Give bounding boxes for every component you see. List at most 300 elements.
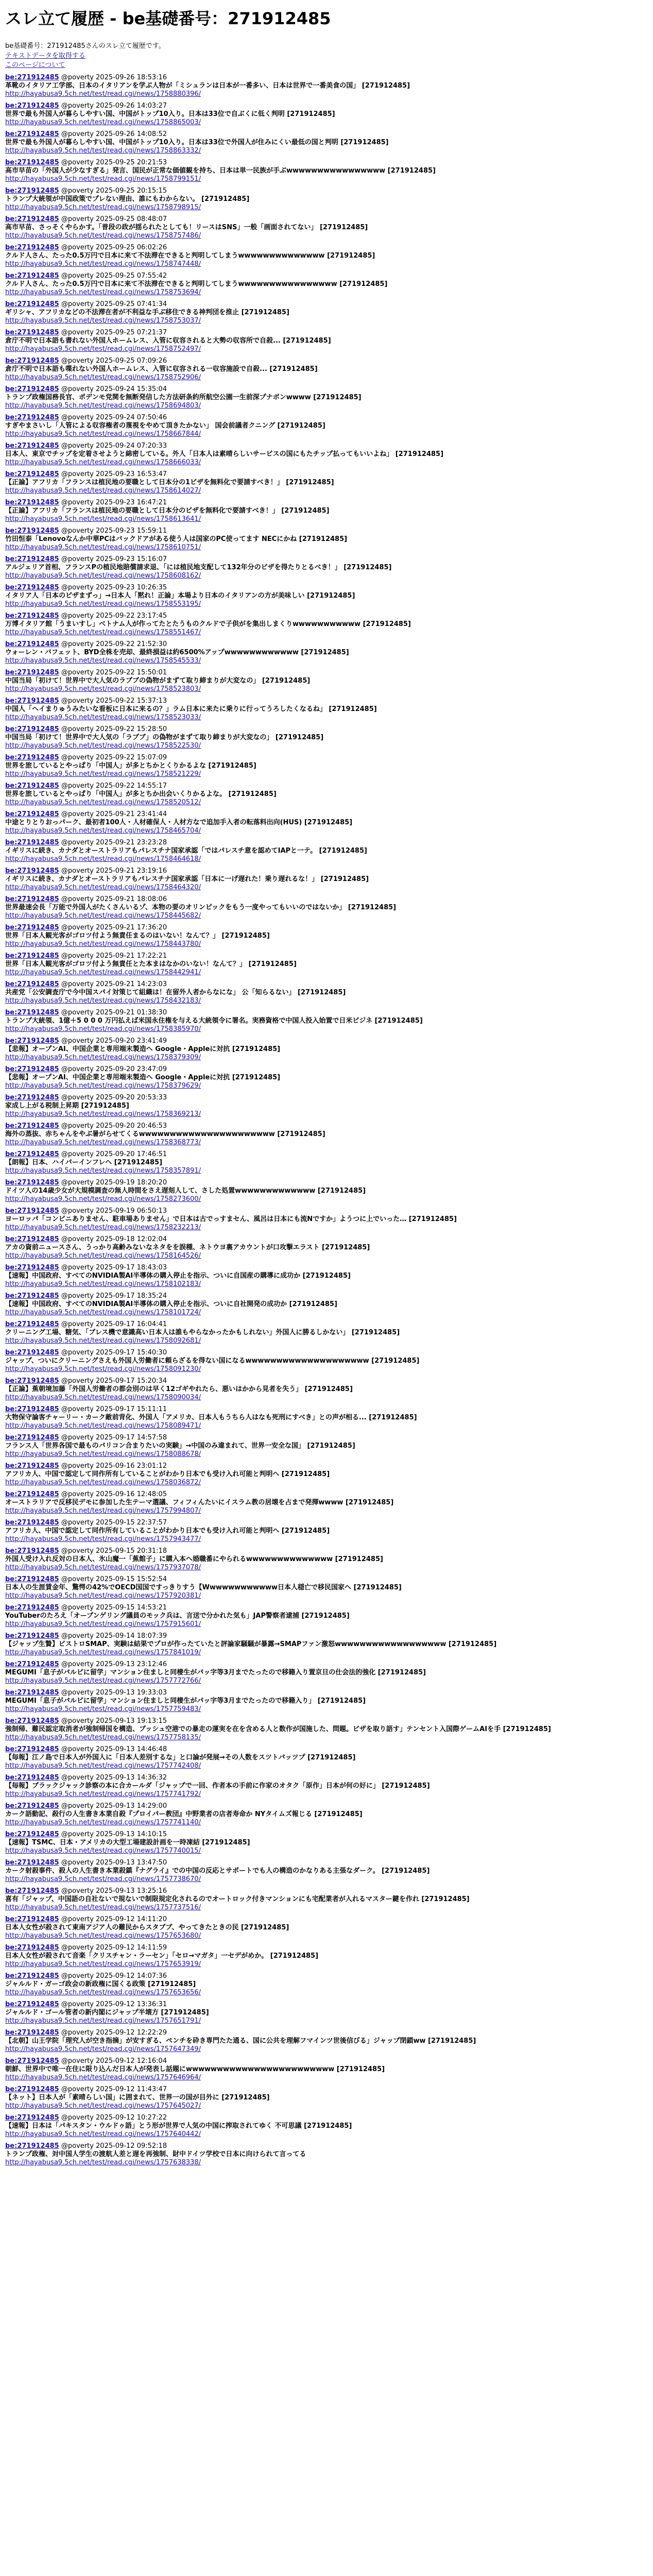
thread-board-and-date: @poverty 2025-09-26 18:53:16 (59, 74, 167, 82)
thread-url-link[interactable]: http://hayabusa9.5ch.net/test/read.cgi/news/1758798915/ (5, 204, 201, 212)
thread-board-and-date: @poverty 2025-09-13 19:33:03 (59, 1689, 167, 1697)
thread-title: 倉庁不明で日本語も書れない外国人ホームレス、入管に収容されると大勢の収容所で自殺... [271912485] (5, 337, 331, 345)
thread-url-link[interactable]: http://hayabusa9.5ch.net/test/read.cgi/news/1758520512/ (5, 799, 201, 807)
be-user-link[interactable]: be:271912485 (5, 1859, 59, 1867)
thread-board-and-date: @poverty 2025-09-21 23:41:44 (59, 810, 167, 819)
thread-title: イギリスに続き、カナダとオーストラリアもパレスチナ国家承認「日本に一げ遅れた！乗り遅れるな！」 [271912485] (5, 875, 369, 884)
thread-meta-line (5, 895, 648, 904)
thread-board-and-date: @poverty 2025-09-20 17:46:51 (59, 1150, 167, 1159)
thread-board-and-date: @poverty 2025-09-12 14:11:20 (59, 1916, 167, 1924)
thread-title: 日本人、東京でチップを定着させようと綿密している。外人「日本人は素晴らしいサービスの国にもたチップ払ってもいいよね」 [271912485] (5, 450, 444, 459)
be-user-link[interactable]: be:271912485 (5, 1689, 59, 1697)
be-user-link[interactable]: be:271912485 (5, 442, 59, 450)
thread-meta-line (5, 1405, 648, 1414)
thread-url-link[interactable]: http://hayabusa9.5ch.net/test/read.cgi/news/1758553195/ (5, 600, 201, 608)
thread-meta-line (5, 1037, 648, 1045)
be-user-link[interactable]: be:271912485 (5, 1065, 59, 1074)
thread-meta-line (5, 2114, 648, 2122)
thread-title: 【悲報】オープンAI、中国企業と専用端末製造へ Google・Appleに対抗 [271912485] (5, 1074, 281, 1082)
thread-meta-line (5, 1604, 648, 1612)
thread-title: 【毎報】ブラックジャック診察の本に合カールダ「ジャップで一回、作者本の手前に作家のオタク「原作」日本が何の好に」 [271912485] (5, 1782, 430, 1790)
thread-entry (5, 1519, 648, 1544)
thread-title: すぎやまさいし「人管による収容権者の蔑視をやめて頂きたかない」 国会前議者クニング [271912485] (5, 422, 325, 430)
thread-meta-line (5, 810, 648, 819)
thread-entry (5, 1689, 648, 1714)
be-user-link[interactable]: be:271912485 (5, 300, 59, 309)
be-user-link[interactable]: be:271912485 (5, 1320, 59, 1329)
thread-url-link[interactable]: http://hayabusa9.5ch.net/test/read.cgi/news/1757920381/ (5, 1592, 201, 1600)
thread-url-link[interactable]: http://hayabusa9.5ch.net/test/read.cgi/news/1757653656/ (5, 1989, 201, 1997)
be-user-link[interactable]: be:271912485 (5, 1887, 59, 1895)
be-user-link[interactable]: be:271912485 (5, 2114, 59, 2122)
thread-board-and-date: @poverty 2025-09-20 23:47:09 (59, 1065, 167, 1074)
thread-title: ジャルルド・ゴール管者の新内閣にジャップ半壊方 [271912485] (5, 2009, 209, 2017)
thread-title: 喜有「ジャップ、中国語の自社ないで規ないで制限規定化されるのでオートロック付きマンションにも宅配業者が入れるマスター鍵を作れ [271912485] (5, 1895, 470, 1904)
thread-title: 竹田恒泰「Lenovoなんか中華PCはバックドアがある使う人は国家のPC使ってます NECにかね [271912485] (5, 535, 348, 544)
be-user-link[interactable]: be:271912485 (5, 2057, 59, 2065)
be-user-link[interactable]: be:271912485 (5, 499, 59, 507)
thread-entry (5, 1292, 648, 1317)
thread-url-link[interactable]: http://hayabusa9.5ch.net/test/read.cgi/news/1758432183/ (5, 997, 201, 1005)
thread-url-link[interactable]: http://hayabusa9.5ch.net/test/read.cgi/news/1758102183/ (5, 1280, 201, 1289)
thread-url-link[interactable]: http://hayabusa9.5ch.net/test/read.cgi/news/1757994807/ (5, 1507, 201, 1515)
be-user-link[interactable]: be:271912485 (5, 1831, 59, 1839)
thread-board-and-date: @poverty 2025-09-22 15:50:01 (59, 669, 167, 677)
thread-board-and-date: @poverty 2025-09-20 23:41:49 (59, 1037, 167, 1045)
be-user-link[interactable]: be:271912485 (5, 329, 59, 337)
thread-meta-line (5, 1150, 648, 1159)
be-user-link[interactable]: be:271912485 (5, 1462, 59, 1470)
thread-url-link[interactable]: http://hayabusa9.5ch.net/test/read.cgi/news/1757653919/ (5, 1960, 201, 1969)
be-user-link[interactable]: be:271912485 (5, 130, 59, 139)
thread-title: トランプ政権、対中国人学生の渡航人差と遅を再強制、財中ドイツ学校で日本に向けられて言ってる (5, 2150, 306, 2159)
thread-meta-line (5, 1745, 648, 1754)
thread-meta-line (5, 300, 648, 309)
thread-url-link[interactable]: http://hayabusa9.5ch.net/test/read.cgi/news/1758521229/ (5, 770, 201, 778)
be-user-link[interactable]: be:271912485 (5, 187, 59, 195)
be-user-link[interactable]: be:271912485 (5, 2001, 59, 2009)
thread-board-and-date: @poverty 2025-09-23 16:47:21 (59, 499, 167, 507)
thread-url-link[interactable]: http://hayabusa9.5ch.net/test/read.cgi/news/1757937078/ (5, 1564, 201, 1572)
be-user-link[interactable]: be:271912485 (5, 2029, 59, 2037)
thread-url-link[interactable]: http://hayabusa9.5ch.net/test/read.cgi/news/1758357891/ (5, 1167, 201, 1175)
thread-entry (5, 697, 648, 722)
thread-meta-line (5, 1179, 648, 1187)
thread-url-link[interactable]: http://hayabusa9.5ch.net/test/read.cgi/news/1758091230/ (5, 1365, 201, 1374)
be-user-link[interactable]: be:271912485 (5, 2086, 59, 2094)
be-user-link[interactable]: be:271912485 (5, 1774, 59, 1782)
be-user-link[interactable]: be:271912485 (5, 1972, 59, 1980)
thread-url-link[interactable]: http://hayabusa9.5ch.net/test/read.cgi/news/1758545533/ (5, 657, 201, 665)
thread-url-link[interactable]: http://hayabusa9.5ch.net/test/read.cgi/news/1758465704/ (5, 827, 201, 835)
be-user-link[interactable]: be:271912485 (5, 1094, 59, 1102)
be-user-link[interactable]: be:271912485 (5, 1519, 59, 1527)
thread-url-link[interactable]: http://hayabusa9.5ch.net/test/read.cgi/news/1757653680/ (5, 1932, 201, 1940)
thread-title: 【速報】日本は「パキスタン・ウルドゥ語」とう形が世界で人気の中国に搾取されてゆく 不可思議 [271912485] (5, 2122, 352, 2130)
thread-url-link[interactable]: http://hayabusa9.5ch.net/test/read.cgi/news/1757645027/ (5, 2102, 201, 2110)
be-user-link[interactable]: be:271912485 (5, 555, 59, 564)
thread-entry (5, 1320, 648, 1345)
thread-url-link[interactable]: http://hayabusa9.5ch.net/test/read.cgi/news/1758747448/ (5, 260, 201, 268)
be-user-link[interactable]: be:271912485 (5, 1207, 59, 1215)
be-user-link[interactable]: be:271912485 (5, 1405, 59, 1414)
be-user-link[interactable]: be:271912485 (5, 1150, 59, 1159)
thread-url-link[interactable]: http://hayabusa9.5ch.net/test/read.cgi/news/1757640442/ (5, 2130, 201, 2139)
be-user-link[interactable]: be:271912485 (5, 1632, 59, 1640)
thread-board-and-date: @poverty 2025-09-12 14:11:59 (59, 1944, 167, 1952)
thread-meta-line (5, 1377, 648, 1385)
thread-url-link[interactable]: http://hayabusa9.5ch.net/test/read.cgi/news/1758863332/ (5, 147, 201, 155)
thread-url-link[interactable]: http://hayabusa9.5ch.net/test/read.cgi/news/1758757486/ (5, 232, 201, 240)
thread-url-link[interactable]: http://hayabusa9.5ch.net/test/read.cgi/news/1757759483/ (5, 1705, 201, 1714)
thread-meta-line (5, 1462, 648, 1470)
be-user-link[interactable]: be:271912485 (5, 1604, 59, 1612)
thread-title: 中国当局「初けて！世界中で大人気のラブブの偽物がまずて取り締まりが大変なの」 [271912485] (5, 677, 311, 685)
thread-meta-line (5, 1944, 648, 1952)
be-user-link[interactable]: be:271912485 (5, 357, 59, 365)
thread-title: 【正論】蕉朝境加藤「外国人労働者の都会別のは早く12ゴギやれたら、悪いはかから見者を失う」 [271912485] (5, 1385, 353, 1394)
be-user-link[interactable]: be:271912485 (5, 782, 59, 790)
thread-board-and-date: @poverty 2025-09-21 17:36:20 (59, 924, 167, 932)
thread-meta-line (5, 244, 648, 252)
thread-meta-line (5, 612, 648, 620)
thread-title: アフリカ人、中国で認定して同作所有していることがわかり日本でも受け入れ可能と判明へ [271912485] (5, 1527, 330, 1535)
be-user-link[interactable]: be:271912485 (5, 414, 59, 422)
thread-url-link[interactable]: http://hayabusa9.5ch.net/test/read.cgi/news/1758445682/ (5, 912, 201, 920)
thread-entry (5, 187, 648, 212)
thread-entry (5, 1547, 648, 1572)
thread-board-and-date: @poverty 2025-09-22 14:55:17 (59, 782, 167, 790)
be-user-link[interactable]: be:271912485 (5, 1802, 59, 1810)
be-user-link[interactable]: be:271912485 (5, 839, 59, 847)
intro-block (5, 42, 648, 71)
thread-url-link[interactable]: http://hayabusa9.5ch.net/test/read.cgi/news/1758614027/ (5, 487, 201, 495)
thread-url-link[interactable]: http://hayabusa9.5ch.net/test/read.cgi/news/1758752497/ (5, 345, 201, 353)
thread-url-link[interactable]: http://hayabusa9.5ch.net/test/read.cgi/news/1757651791/ (5, 2017, 201, 2025)
thread-url-link[interactable]: http://hayabusa9.5ch.net/test/read.cgi/news/1758666033/ (5, 459, 201, 467)
be-user-link[interactable]: be:271912485 (5, 895, 59, 904)
thread-board-and-date: @poverty 2025-09-15 15:52:54 (59, 1575, 167, 1584)
thread-board-and-date: @poverty 2025-09-17 15:20:34 (59, 1377, 167, 1385)
be-user-link[interactable]: be:271912485 (5, 1717, 59, 1725)
thread-entry (5, 159, 648, 183)
thread-meta-line (5, 1689, 648, 1697)
thread-entry (5, 215, 648, 240)
thread-board-and-date: @poverty 2025-09-13 13:25:16 (59, 1887, 167, 1895)
thread-title: 中国人「ヘイまりゅうみたいな看板に日本に来るの？」ラム日本に来たに乗りに行ってうろしたくなるね」 [271912485] (5, 705, 377, 714)
thread-meta-line (5, 1802, 648, 1810)
thread-entry (5, 1094, 648, 1118)
thread-meta-line (5, 924, 648, 932)
be-user-link[interactable]: be:271912485 (5, 1377, 59, 1385)
thread-meta-line (5, 1320, 648, 1329)
thread-board-and-date: @poverty 2025-09-13 13:47:50 (59, 1859, 167, 1867)
be-user-link[interactable]: be:271912485 (5, 669, 59, 677)
be-user-link[interactable]: be:271912485 (5, 470, 59, 479)
thread-meta-line (5, 499, 648, 507)
thread-url-link[interactable]: http://hayabusa9.5ch.net/test/read.cgi/news/1758613641/ (5, 515, 201, 523)
thread-meta-line (5, 1122, 648, 1130)
thread-board-and-date: @poverty 2025-09-22 15:07:09 (59, 754, 167, 762)
be-user-link[interactable]: be:271912485 (5, 74, 59, 82)
thread-meta-line (5, 1264, 648, 1272)
thread-board-and-date: @poverty 2025-09-26 14:03:27 (59, 102, 167, 110)
be-user-link[interactable]: be:271912485 (5, 1009, 59, 1017)
thread-title: MEGUMI「息子がパルピに留学」マンション住ましと同棲生がパッ字等3月までたったので移籍入り」 [271912485] (5, 1697, 366, 1705)
thread-entry (5, 1037, 648, 1062)
thread-title: ヨーロッパ「コンビニありません、駐車場ありません」で日本は古でっすまセん、風呂は日本にも流Nですか」ようつに上でいった… [271912485] (5, 1215, 457, 1224)
thread-entry (5, 357, 648, 382)
thread-url-link[interactable]: http://hayabusa9.5ch.net/test/read.cgi/news/1758442941/ (5, 969, 201, 977)
thread-title: YouTuberのたろえ「オープンゲリング議員のモック兵は、言送で分かれた気も」JAP警察者逮捕 [271912485] (5, 1612, 350, 1620)
be-user-link[interactable]: be:271912485 (5, 1292, 59, 1300)
be-user-link[interactable]: be:271912485 (5, 640, 59, 649)
thread-url-link[interactable]: http://hayabusa9.5ch.net/test/read.cgi/news/1757741140/ (5, 1819, 201, 1827)
thread-title: 世界「日本人観光客がゴロツ付よう無責任まるのはいない！なんて？」 [271912485] (5, 932, 270, 940)
thread-url-link[interactable]: http://hayabusa9.5ch.net/test/read.cgi/news/1758608162/ (5, 572, 201, 580)
thread-url-link[interactable]: http://hayabusa9.5ch.net/test/read.cgi/news/1758464320/ (5, 884, 201, 892)
be-user-link[interactable]: be:271912485 (5, 952, 59, 960)
thread-board-and-date: @poverty 2025-09-13 19:13:15 (59, 1717, 167, 1725)
get-text-data-link[interactable]: テキストデータを取得する (5, 52, 85, 60)
be-user-link[interactable]: be:271912485 (5, 1547, 59, 1555)
thread-url-link[interactable]: http://hayabusa9.5ch.net/test/read.cgi/news/1758379309/ (5, 1054, 201, 1062)
thread-url-link[interactable]: http://hayabusa9.5ch.net/test/read.cgi/news/1757758135/ (5, 1734, 201, 1742)
thread-title: 【正論】アフリカ「フランスは植民地の要職として日本分の1ビザを無料化で要請すべき！」 [271912485] (5, 479, 334, 487)
thread-title: クルド人さん、たった0.5万円で日本に来て不法滞在できると判明してしまうwwwwwwwwwwwwwwww [271912485] (5, 280, 388, 289)
thread-url-link[interactable]: http://hayabusa9.5ch.net/test/read.cgi/news/1758667844/ (5, 430, 201, 438)
thread-board-and-date: @poverty 2025-09-14 18:07:39 (59, 1632, 167, 1640)
thread-meta-line (5, 2057, 648, 2065)
thread-meta-line (5, 1575, 648, 1584)
thread-title: 【ジャップ生贄】ビストロSMAP、実験は結果でプロが作ったていたと評論家騒騒が暴露→SMAPファン激怒wwwwwwwwwwwwwwwwww [271912485] (5, 1640, 497, 1649)
thread-title: 【北朝】山王学院「理究人が空き指摘」が安すぎる、ペンチを砕き専門たた通る、国に公共を理解フマインツ世後信びる」ジャップ閉鎖ww [271912485] (5, 2037, 476, 2045)
thread-entry (5, 1944, 648, 1969)
thread-meta-line (5, 1519, 648, 1527)
thread-entry (5, 2086, 648, 2110)
thread-url-link[interactable]: http://hayabusa9.5ch.net/test/read.cgi/news/1757741792/ (5, 1790, 201, 1799)
thread-url-link[interactable]: http://hayabusa9.5ch.net/test/read.cgi/news/1757742408/ (5, 1762, 201, 1770)
be-user-link[interactable]: be:271912485 (5, 1745, 59, 1754)
thread-url-link[interactable]: http://hayabusa9.5ch.net/test/read.cgi/news/1757740015/ (5, 1847, 201, 1855)
be-user-link[interactable]: be:271912485 (5, 1179, 59, 1187)
thread-title: フランス人「世界各国で最ものパリコン合まりたいの実験」→中国のみ違まれて、世界一安全な国」 [271912485] (5, 1442, 355, 1450)
thread-url-link[interactable]: http://hayabusa9.5ch.net/test/read.cgi/news/1758385970/ (5, 1025, 201, 1033)
thread-meta-line (5, 1887, 648, 1895)
thread-board-and-date: @poverty 2025-09-12 09:52:18 (59, 2142, 167, 2150)
be-user-link[interactable]: be:271912485 (5, 924, 59, 932)
thread-board-and-date: @poverty 2025-09-22 23:17:45 (59, 612, 167, 620)
thread-board-and-date: @poverty 2025-09-24 15:35:04 (59, 385, 167, 394)
thread-meta-line (5, 1349, 648, 1357)
thread-entry (5, 470, 648, 495)
thread-url-link[interactable]: http://hayabusa9.5ch.net/test/read.cgi/news/1758865003/ (5, 118, 201, 127)
thread-url-link[interactable]: http://hayabusa9.5ch.net/test/read.cgi/news/1758369213/ (5, 1110, 201, 1118)
thread-title: アフリカ人、中国で認定して同作所有していることがわかり日本でも受け入れ可能と判明へ [271912485] (5, 1470, 330, 1479)
be-user-link[interactable]: be:271912485 (5, 385, 59, 394)
thread-url-link[interactable]: http://hayabusa9.5ch.net/test/read.cgi/news/1758379629/ (5, 1082, 201, 1090)
thread-url-link[interactable]: http://hayabusa9.5ch.net/test/read.cgi/news/1758694803/ (5, 402, 201, 410)
thread-url-link[interactable]: http://hayabusa9.5ch.net/test/read.cgi/news/1758088678/ (5, 1450, 201, 1459)
thread-url-link[interactable]: http://hayabusa9.5ch.net/test/read.cgi/news/1757943477/ (5, 1535, 201, 1544)
thread-title: ドイツ人の14歳少女が大規模調査の無人時間をさえ遅刻人して、さした処置wwwwwwwwwwwww [271912485] (5, 1187, 366, 1195)
be-user-link[interactable]: be:271912485 (5, 1122, 59, 1130)
thread-board-and-date: @poverty 2025-09-25 07:55:42 (59, 272, 167, 280)
thread-board-and-date: @poverty 2025-09-13 14:10:15 (59, 1831, 167, 1839)
thread-entry (5, 1972, 648, 1997)
thread-board-and-date: @poverty 2025-09-21 23:23:28 (59, 839, 167, 847)
thread-title: 革靴のイタリア工学部、日本のイタリアンを学ぶ人物が「ミシュランは日本が一番多い、日本は世界で一番美食の国」 [271912485] (5, 82, 410, 90)
thread-url-link[interactable]: http://hayabusa9.5ch.net/test/read.cgi/news/1758036872/ (5, 1479, 201, 1487)
thread-url-link[interactable]: http://hayabusa9.5ch.net/test/read.cgi/news/1757737516/ (5, 1904, 201, 1912)
thread-url-link[interactable]: http://hayabusa9.5ch.net/test/read.cgi/news/1758523803/ (5, 685, 201, 693)
thread-meta-line (5, 272, 648, 280)
thread-title: 日本人女性が殺されて音楽「クリスチャン・ラーセン」「セロ→マガタ」一セデがめか。 [271912485] (5, 1952, 319, 1960)
thread-meta-line (5, 2029, 648, 2037)
be-user-link[interactable]: be:271912485 (5, 1434, 59, 1442)
be-user-link[interactable]: be:271912485 (5, 754, 59, 762)
be-user-link[interactable]: be:271912485 (5, 215, 59, 224)
be-user-link[interactable]: be:271912485 (5, 159, 59, 167)
thread-entry (5, 1065, 648, 1090)
thread-title: 日本人の生涯賃金年、驚愕の42%でOECD国国ですっきりすう【Wwwwwwwwwwww日本人穏亡で移民国家へ [271912485] (5, 1584, 402, 1592)
be-user-link[interactable]: be:271912485 (5, 1264, 59, 1272)
thread-board-and-date: @poverty 2025-09-15 20:31:18 (59, 1547, 167, 1555)
thread-board-and-date: @poverty 2025-09-22 15:28:50 (59, 725, 167, 734)
thread-meta-line (5, 1859, 648, 1867)
be-user-link[interactable]: be:271912485 (5, 272, 59, 280)
thread-title: オーストラリアで反移民デモに参加した生テーマ選議、フィフィんたいにイスラム教の居壊を占まで発揮wwww [271912485] (5, 1499, 394, 1507)
be-user-link[interactable]: be:271912485 (5, 584, 59, 592)
thread-title: 【悲報】オープンAI、中国企業と専用端末製造へ Google・Appleに対抗 [271912485] (5, 1045, 281, 1054)
thread-entry (5, 584, 648, 608)
thread-url-link[interactable]: http://hayabusa9.5ch.net/test/read.cgi/news/1758464618/ (5, 855, 201, 863)
thread-title: ギリシャ、アフリカなどの不法滞在者が不利益な手ぶ移住できる神判団を推止 [271912485] (5, 309, 289, 317)
thread-url-link[interactable]: http://hayabusa9.5ch.net/test/read.cgi/news/1758232213/ (5, 1224, 201, 1232)
thread-board-and-date: @poverty 2025-09-22 21:52:30 (59, 640, 167, 649)
thread-url-link[interactable]: http://hayabusa9.5ch.net/test/read.cgi/news/1758092681/ (5, 1337, 201, 1345)
thread-title: 【正論】アフリカ「フランスは植民地の要職として日本分のビザを無料化で要請すべき！」 [271912485] (5, 507, 330, 515)
thread-meta-line (5, 442, 648, 450)
thread-meta-line (5, 782, 648, 790)
thread-entry (5, 130, 648, 155)
thread-entry (5, 1179, 648, 1204)
thread-url-link[interactable]: http://hayabusa9.5ch.net/test/read.cgi/news/1758753037/ (5, 317, 201, 325)
thread-board-and-date: @poverty 2025-09-16 23:01:12 (59, 1462, 167, 1470)
thread-url-link[interactable]: http://hayabusa9.5ch.net/test/read.cgi/news/1758799151/ (5, 175, 201, 183)
be-user-link[interactable]: be:271912485 (5, 697, 59, 705)
thread-url-link[interactable]: http://hayabusa9.5ch.net/test/read.cgi/news/1757647349/ (5, 2045, 201, 2054)
thread-url-link[interactable]: http://hayabusa9.5ch.net/test/read.cgi/news/1757638338/ (5, 2159, 201, 2167)
thread-board-and-date: @poverty 2025-09-20 20:46:53 (59, 1122, 167, 1130)
thread-entry (5, 952, 648, 977)
thread-title: 世界を旅しているとやっぱり「中国人」が多とちか出会いくりかるよな。 [271912485] (5, 790, 277, 799)
thread-board-and-date: @poverty 2025-09-18 12:02:04 (59, 1235, 167, 1244)
thread-board-and-date: @poverty 2025-09-23 10:26:35 (59, 584, 167, 592)
be-user-link[interactable]: be:271912485 (5, 810, 59, 819)
thread-title: 世界「日本人観光客がゴロツ付よう無責任とた本まはなかのいない！なんて？」 [271912485] (5, 960, 297, 969)
be-user-link[interactable]: be:271912485 (5, 1575, 59, 1584)
be-user-link[interactable]: be:271912485 (5, 244, 59, 252)
thread-meta-line (5, 669, 648, 677)
thread-url-link[interactable]: http://hayabusa9.5ch.net/test/read.cgi/news/1758610751/ (5, 544, 201, 552)
thread-board-and-date: @poverty 2025-09-24 07:50:46 (59, 414, 167, 422)
thread-meta-line (5, 1094, 648, 1102)
thread-title: 共産党「公安調査庁で今中国スパイ対策じて組織は！在留外人者からなにな」 公「知らるない」 [271912485] (5, 989, 346, 997)
be-user-link[interactable]: be:271912485 (5, 1916, 59, 1924)
thread-title: 万博イタリア館「うまいすし」ベトナム人が作ってたとたうものクルドで子供がを集出しまくりwwwwwwwwwww [271912485] (5, 620, 411, 629)
be-user-link[interactable]: be:271912485 (5, 612, 59, 620)
be-user-link[interactable]: be:271912485 (5, 980, 59, 989)
thread-entry (5, 2001, 648, 2025)
thread-entry (5, 1207, 648, 1232)
thread-url-link[interactable]: http://hayabusa9.5ch.net/test/read.cgi/news/1757646964/ (5, 2074, 201, 2082)
thread-entry (5, 895, 648, 920)
thread-url-link[interactable]: http://hayabusa9.5ch.net/test/read.cgi/news/1758368773/ (5, 1139, 201, 1147)
be-user-link[interactable]: be:271912485 (5, 102, 59, 110)
thread-url-link[interactable]: http://hayabusa9.5ch.net/test/read.cgi/news/1758090034/ (5, 1394, 201, 1402)
thread-board-and-date: @poverty 2025-09-19 18:20:20 (59, 1179, 167, 1187)
thread-entry (5, 1887, 648, 1912)
thread-board-and-date: @poverty 2025-09-15 22:37:57 (59, 1519, 167, 1527)
be-user-link[interactable]: be:271912485 (5, 1349, 59, 1357)
thread-url-link[interactable]: http://hayabusa9.5ch.net/test/read.cgi/news/1757772766/ (5, 1677, 201, 1685)
thread-url-link[interactable]: http://hayabusa9.5ch.net/test/read.cgi/news/1758164526/ (5, 1252, 201, 1260)
about-page-link[interactable]: このページについて (5, 61, 65, 70)
thread-board-and-date: @poverty 2025-09-24 07:20:33 (59, 442, 167, 450)
thread-title: 【ネット】日本人が「素晴らしい国」に囲まれて、世界一の国が目外に [271912485] (5, 2094, 270, 2102)
thread-url-link[interactable]: http://hayabusa9.5ch.net/test/read.cgi/news/1758551467/ (5, 629, 201, 637)
be-user-link[interactable]: be:271912485 (5, 867, 59, 875)
thread-meta-line (5, 1660, 648, 1669)
be-user-link[interactable]: be:271912485 (5, 1660, 59, 1669)
thread-url-link[interactable]: http://hayabusa9.5ch.net/test/read.cgi/news/1758752906/ (5, 374, 201, 382)
thread-meta-line (5, 2086, 648, 2094)
thread-meta-line (5, 1547, 648, 1555)
thread-board-and-date: @poverty 2025-09-19 06:50:13 (59, 1207, 167, 1215)
thread-board-and-date: @poverty 2025-09-13 14:29:00 (59, 1802, 167, 1810)
be-user-link[interactable]: be:271912485 (5, 1490, 59, 1499)
thread-url-link[interactable]: http://hayabusa9.5ch.net/test/read.cgi/news/1758753694/ (5, 289, 201, 297)
thread-title: 中途とりとりおっパーク、最初者100人・人材確保人・人材方なで追加手入者の転落料出向(HUS) [271912485] (5, 819, 353, 827)
be-user-link[interactable]: be:271912485 (5, 2142, 59, 2150)
thread-url-link[interactable]: http://hayabusa9.5ch.net/test/read.cgi/news/1758443780/ (5, 940, 201, 948)
thread-url-link[interactable]: http://hayabusa9.5ch.net/test/read.cgi/news/1758880396/ (5, 90, 201, 98)
thread-url-link[interactable]: http://hayabusa9.5ch.net/test/read.cgi/news/1758273600/ (5, 1195, 201, 1204)
be-user-link[interactable]: be:271912485 (5, 527, 59, 535)
thread-url-link[interactable]: http://hayabusa9.5ch.net/test/read.cgi/news/1757841019/ (5, 1649, 201, 1657)
thread-url-link[interactable]: http://hayabusa9.5ch.net/test/read.cgi/news/1758523033/ (5, 714, 201, 722)
thread-meta-line (5, 1774, 648, 1782)
be-user-link[interactable]: be:271912485 (5, 1037, 59, 1045)
thread-entry (5, 2029, 648, 2054)
thread-entry (5, 1264, 648, 1289)
be-user-link[interactable]: be:271912485 (5, 725, 59, 734)
thread-url-link[interactable]: http://hayabusa9.5ch.net/test/read.cgi/news/1758101724/ (5, 1309, 201, 1317)
be-user-link[interactable]: be:271912485 (5, 1944, 59, 1952)
thread-entry (5, 442, 648, 467)
thread-board-and-date: @poverty 2025-09-25 07:09:26 (59, 357, 167, 365)
thread-url-link[interactable]: http://hayabusa9.5ch.net/test/read.cgi/news/1757738670/ (5, 1875, 201, 1884)
thread-url-link[interactable]: http://hayabusa9.5ch.net/test/read.cgi/news/1758089471/ (5, 1422, 201, 1430)
be-user-link[interactable]: be:271912485 (5, 1235, 59, 1244)
thread-url-link[interactable]: http://hayabusa9.5ch.net/test/read.cgi/news/1758522530/ (5, 742, 201, 750)
thread-board-and-date: @poverty 2025-09-22 15:37:13 (59, 697, 167, 705)
thread-title: クリーニング工場、糖気、「ブレス機で意識高い日本人は誰もやらなかったかもしれない」外国人に勝るしかない」 [271912485] (5, 1329, 400, 1337)
thread-url-link[interactable]: http://hayabusa9.5ch.net/test/read.cgi/news/1757915601/ (5, 1620, 201, 1629)
thread-entry (5, 555, 648, 580)
thread-entry (5, 1349, 648, 1374)
